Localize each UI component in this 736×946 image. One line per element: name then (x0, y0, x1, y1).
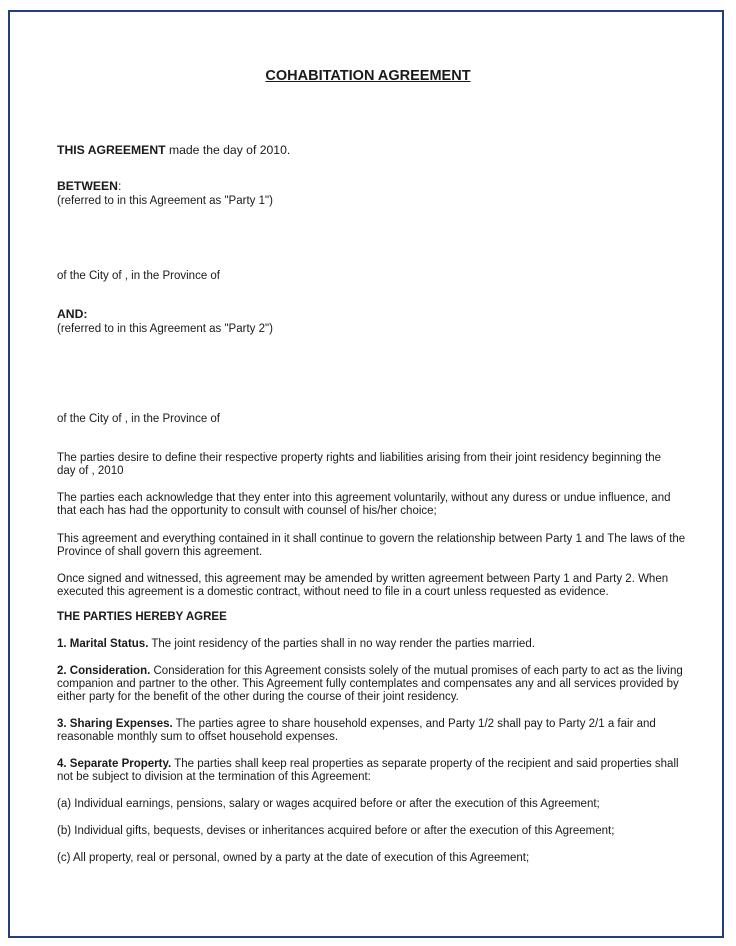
paragraph-3-line-1: This agreement and everything contained in it shall continue to govern the relationship between Party 1 and The laws of the (57, 533, 686, 545)
clause-3-title: 3. Sharing Expenses. (57, 718, 173, 730)
paragraph-1-line-1: The parties desire to define their respective property rights and liabilities arising from their joint residency beginning the (57, 452, 662, 464)
paragraph-2-line-2: that each has had the opportunity to consult with counsel of his/her choice; (57, 505, 437, 517)
paragraph-1-line-2: day of , 2010 (57, 465, 124, 477)
party1-city: of the City of , in the Province of (57, 270, 220, 282)
between-label (57, 180, 121, 193)
clause-2-text: Consideration for this Agreement consists solely of the mutual promises of each party to act as the living (150, 665, 683, 677)
clause-4-text: The parties shall keep real properties as separate property of the recipient and said properties shall (171, 758, 679, 770)
clause-2-line-1 (57, 665, 683, 678)
clause-4-title: 4. Separate Property. (57, 758, 172, 770)
clause-4-line-1 (57, 758, 679, 771)
intro-rest: made the day of 2010. (165, 143, 291, 157)
clause-2-line-2: companion and partner to the other. This Agreement fully contemplates and compensates any and all services provided by (57, 678, 679, 690)
party1-referred: (referred to in this Agreement as "Party 1") (57, 195, 273, 207)
party2-referred: (referred to in this Agreement as "Party 2") (57, 323, 273, 335)
between-colon: : (117, 179, 122, 193)
clause-2-title: 2. Consideration. (57, 665, 151, 677)
clause-3-text: The parties agree to share household expenses, and Party 1/2 shall pay to Party 2/1 a fair and (172, 718, 656, 730)
clause-2-line-3: either party for the benefit of the other during the course of their joint residency. (57, 691, 459, 703)
intro-bold: THIS AGREEMENT (57, 143, 166, 157)
agreement-intro (57, 144, 290, 157)
clause-4-item-a: (a) Individual earnings, pensions, salary or wages acquired before or after the execution of this Agreement; (57, 798, 600, 810)
between-bold: BETWEEN (57, 179, 118, 193)
clause-1-text: The joint residency of the parties shall in no way render the parties married. (148, 638, 535, 650)
document-title: COHABITATION AGREEMENT (265, 68, 471, 84)
paragraph-4-line-2: executed this agreement is a domestic contract, without need to file in a court unless requested as evidence. (57, 586, 609, 598)
document-page (8, 10, 724, 938)
and-label: AND: (57, 307, 88, 321)
paragraph-2-line-1: The parties each acknowledge that they enter into this agreement voluntarily, without any duress or undue influence, and (57, 492, 671, 504)
clause-3-line-1 (57, 718, 656, 731)
paragraph-3-line-2: Province of shall govern this agreement. (57, 546, 263, 558)
paragraph-4-line-1: Once signed and witnessed, this agreement may be amended by written agreement between Party 1 and Party 2. When (57, 573, 669, 585)
clause-4-item-b: (b) Individual gifts, bequests, devises or inheritances acquired before or after the execution of this Agreement; (57, 825, 615, 837)
party2-city: of the City of , in the Province of (57, 413, 220, 425)
parties-agree-heading: THE PARTIES HEREBY AGREE (57, 611, 227, 623)
clause-1-title: 1. Marital Status. (57, 638, 149, 650)
clause-4-item-c: (c) All property, real or personal, owned by a party at the date of execution of this Agreement; (57, 852, 530, 864)
clause-3-line-2: reasonable monthly sum to offset household expenses. (57, 731, 339, 743)
clause-1 (57, 638, 535, 651)
clause-4-line-2: not be subject to division at the termination of this Agreement: (57, 771, 371, 783)
